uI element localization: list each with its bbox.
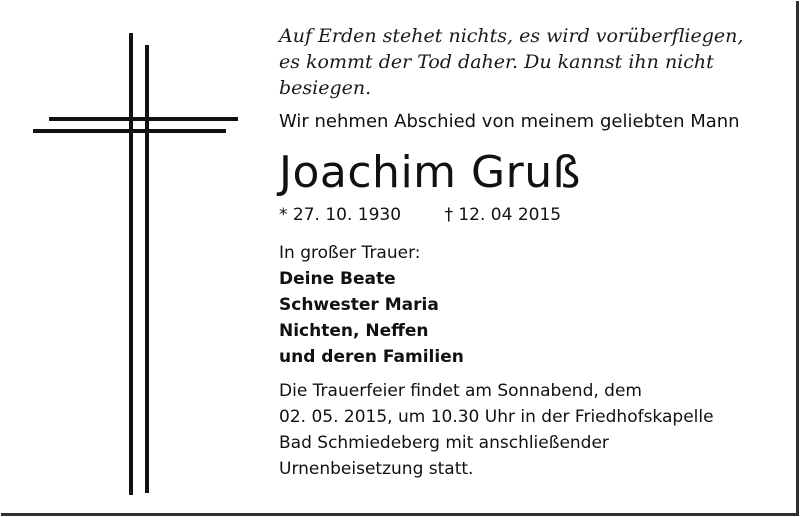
poem-line: es kommt der Tod daher. Du kannst ihn nicht (279, 51, 714, 73)
farewell-intro: Wir nehmen Abschied von meinem geliebten Mann (279, 111, 740, 132)
mourner: und deren Familien (279, 347, 464, 367)
cross-horizontal-line-2 (33, 129, 226, 133)
death-date: † 12. 04 2015 (444, 205, 562, 225)
notice-text (279, 23, 789, 482)
birth-date: * 27. 10. 1930 (279, 205, 402, 225)
mourners-list (279, 266, 789, 370)
service-line: Urnenbeisetzung statt. (279, 459, 474, 479)
mourner: Schwester Maria (279, 295, 439, 315)
cross-vertical-line-1 (129, 33, 133, 495)
deceased-name: Joachim Gruß (279, 147, 581, 198)
mourner: Nichten, Neffen (279, 321, 429, 341)
poem-line: Auf Erden stehet nichts, es wird vorüberfliegen, (279, 25, 744, 47)
mourner: Deine Beate (279, 269, 396, 289)
poem (279, 23, 789, 101)
service-line: Die Trauerfeier findet am Sonnabend, dem (279, 381, 642, 401)
grief-label: In großer Trauer: (279, 243, 421, 263)
poem-line: besiegen. (279, 77, 372, 99)
obituary-notice (1, 1, 799, 516)
service-line: 02. 05. 2015, um 10.30 Uhr in der Friedhofskapelle (279, 407, 714, 427)
cross-vertical-line-2 (145, 45, 149, 493)
service-line: Bad Schmiedeberg mit anschließender (279, 433, 609, 453)
life-dates (279, 204, 789, 226)
cross-horizontal-line-1 (49, 117, 238, 121)
service-info (279, 378, 789, 482)
